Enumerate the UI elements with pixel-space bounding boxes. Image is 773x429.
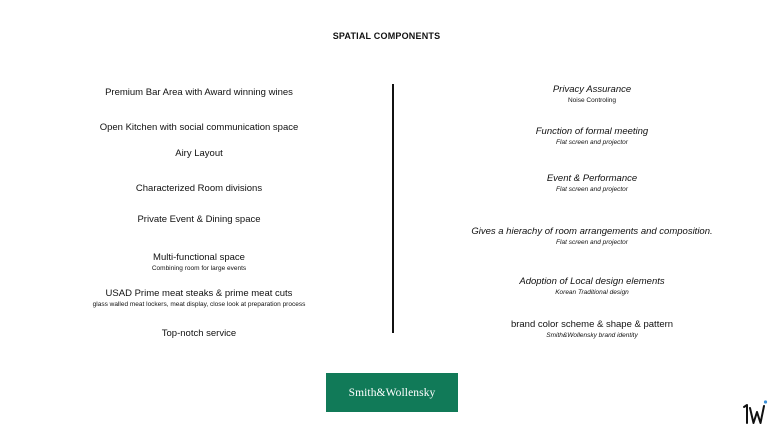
right-item-sub: Korean Traditional design	[555, 289, 629, 296]
page-title: SPATIAL COMPONENTS	[332, 31, 441, 41]
left-item-airy-layout	[20, 148, 378, 160]
corner-logo-icon	[740, 398, 770, 428]
right-item-main: brand color scheme & shape & pattern	[510, 319, 674, 330]
left-item-prime-meat	[20, 288, 378, 309]
left-item-main: Airy Layout	[175, 148, 223, 159]
left-item-open-kitchen	[20, 122, 378, 134]
right-item-sub: Noise Controling	[567, 97, 617, 104]
left-item-service	[20, 328, 378, 340]
right-item-main: Privacy Assurance	[552, 84, 632, 95]
corner-logo-dot	[764, 400, 767, 403]
left-item-main: Multi-functional space	[153, 252, 245, 263]
left-item-main: Characterized Room divisions	[135, 183, 263, 194]
right-item-sub: Flat screen and projector	[556, 239, 628, 246]
right-item-privacy	[402, 84, 773, 105]
right-item-formal-meeting	[402, 126, 773, 147]
brand-logo-text: Smith&Wollensky	[348, 386, 436, 399]
left-item-main: Top-notch service	[161, 328, 237, 339]
left-item-room-divisions	[20, 183, 378, 195]
right-item-hierarchy	[402, 226, 773, 247]
left-item-sub: glass walled meat lockers, meat display, close look at preparation process	[92, 301, 306, 308]
left-item-main: Private Event & Dining space	[137, 214, 261, 225]
right-item-main: Function of formal meeting	[535, 126, 649, 137]
right-item-local-design	[402, 276, 773, 297]
right-item-main: Event & Performance	[546, 173, 638, 184]
left-item-sub: Combining room for large events	[151, 265, 247, 272]
left-item-main: USAD Prime meat steaks & prime meat cuts	[105, 288, 293, 299]
left-item-bar-area	[20, 87, 378, 99]
right-item-sub: Smith&Wollensky brand identity	[546, 332, 638, 339]
right-item-event-performance	[402, 173, 773, 194]
column-divider	[392, 84, 394, 333]
right-item-main: Gives a hierachy of room arrangements and composition.	[471, 226, 713, 237]
left-item-multi-functional	[20, 252, 378, 273]
right-item-main: Adoption of Local design elements	[519, 276, 665, 287]
right-item-sub: Flat screen and projector	[556, 186, 628, 193]
left-item-main: Premium Bar Area with Award winning wines	[105, 87, 293, 98]
right-item-brand-color	[402, 319, 773, 340]
right-item-sub: Flat screen and projector	[556, 139, 628, 146]
left-item-main: Open Kitchen with social communication space	[99, 122, 299, 133]
brand-logo	[326, 373, 458, 412]
left-item-private-event	[20, 214, 378, 226]
